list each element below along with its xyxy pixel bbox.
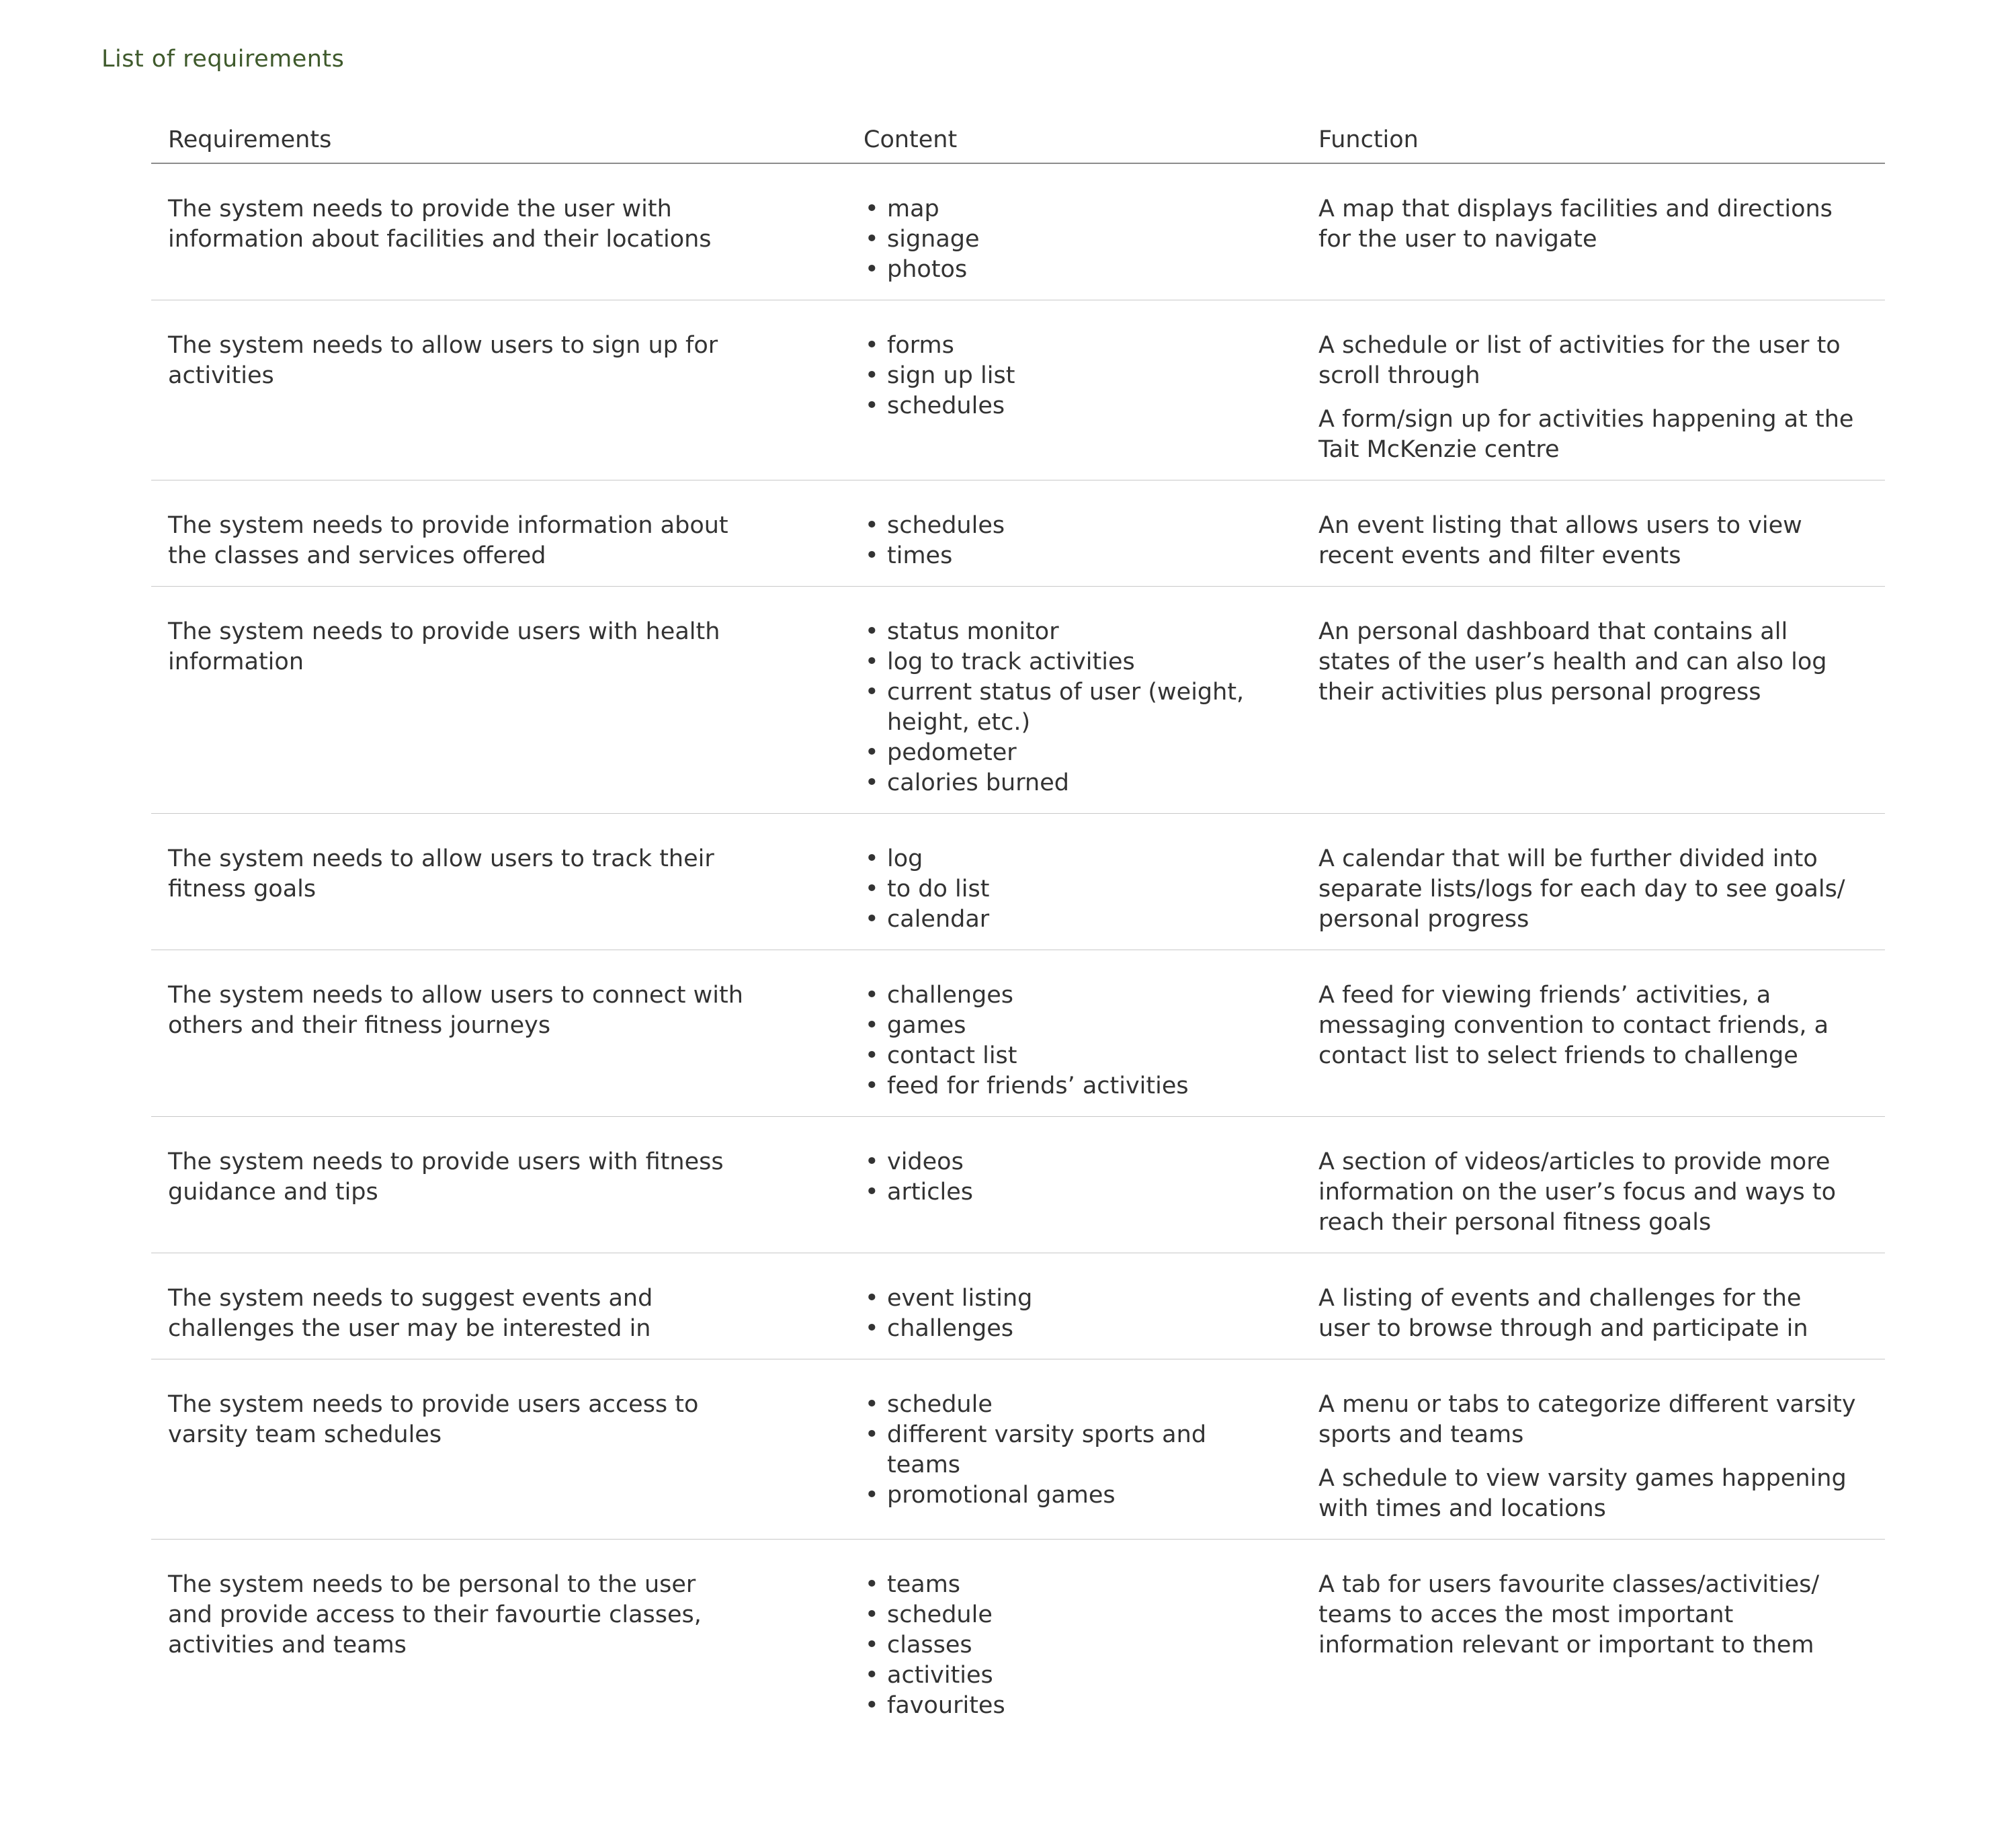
list-item: • times [864,541,1286,571]
list-item: • videos [864,1147,1286,1177]
content-list [864,1284,1286,1344]
list-item: • calendar [864,905,1286,935]
content-cell [847,1253,1302,1359]
requirement-cell: The system needs to provide information about the classes and services offered [151,480,847,587]
column-header-content: Content [847,121,1302,163]
list-item: • articles [864,1177,1286,1208]
table-row [151,950,1885,1117]
list-item: • favourites [864,1691,1286,1721]
list-item: • status monitor [864,617,1286,647]
content-list [864,617,1286,798]
content-cell [847,1359,1302,1540]
table-row [151,480,1885,587]
function-text: A listing of events and challenges for the user to browse through and participate in [1318,1285,1808,1342]
requirement-cell: The system needs to suggest events and challenges the user may be interested in [151,1253,847,1359]
list-item: • current status of user (weight, height, etc.) [864,677,1286,738]
content-list [864,1147,1286,1208]
list-item: • log [864,844,1286,874]
table-row [151,163,1885,300]
requirement-cell: The system needs to allow users to connect with others and their fitness journeys [151,950,847,1117]
function-cell [1302,1253,1885,1359]
table-row [151,1117,1885,1253]
function-cell [1302,587,1885,814]
list-item: • classes [864,1630,1286,1661]
list-item: • contact list [864,1041,1286,1071]
list-item: • event listing [864,1284,1286,1314]
list-item: • map [864,194,1286,224]
list-item: • pedometer [864,738,1286,768]
function-cell [1302,1540,1885,1736]
content-list [864,980,1286,1101]
content-cell [847,163,1302,300]
requirements-table [151,121,1885,1736]
function-text: A tab for users favourite classes/activities/ teams to acces the most important information relevant or important to them [1318,1571,1820,1658]
list-item: • games [864,1011,1286,1041]
function-cell [1302,300,1885,480]
list-item: • schedule [864,1600,1286,1630]
content-cell [847,300,1302,480]
list-item: • schedule [864,1390,1286,1420]
function-text: An event listing that allows users to view recent events and filter events [1318,512,1802,569]
list-item: • photos [864,255,1286,285]
function-text: A section of videos/articles to provide more information on the user’s focus and ways to reach their personal fitness goals [1318,1148,1837,1236]
list-item: • promotional games [864,1480,1286,1511]
function-text: A calendar that will be further divided into separate lists/logs for each day to see goals/ personal progress [1318,845,1845,933]
content-list [864,331,1286,421]
requirement-cell: The system needs to provide users access to varsity team schedules [151,1359,847,1540]
table-row [151,814,1885,950]
function-text: A schedule to view varsity games happening with times and locations [1318,1465,1847,1522]
list-item: • teams [864,1570,1286,1600]
table-row [151,1540,1885,1736]
content-cell [847,950,1302,1117]
content-list [864,194,1286,285]
list-item: • activities [864,1661,1286,1691]
list-item: • feed for friends’ activities [864,1071,1286,1101]
table-body [151,163,1885,1736]
function-cell [1302,480,1885,587]
column-header-requirements: Requirements [151,121,847,163]
column-header-function: Function [1302,121,1885,163]
content-list [864,1570,1286,1721]
function-text: An personal dashboard that contains all states of the user’s health and can also log their activities plus personal progress [1318,618,1827,706]
content-cell [847,480,1302,587]
table-row [151,1253,1885,1359]
list-item: • sign up list [864,361,1286,391]
function-cell [1302,1117,1885,1253]
requirement-cell: The system needs to provide the user with information about facilities and their locations [151,163,847,300]
requirement-cell: The system needs to be personal to the user and provide access to their favourtie classes, activities and teams [168,1571,702,1658]
content-cell [847,1117,1302,1253]
list-item: • challenges [864,1314,1286,1344]
content-list [864,511,1286,571]
content-list [864,1390,1286,1511]
table-header-row [151,121,1885,163]
requirement-cell: The system needs to provide users with health information [151,587,847,814]
list-item: • calories burned [864,768,1286,798]
list-item: • schedules [864,511,1286,541]
function-text: A form/sign up for activities happening at the Tait McKenzie centre [1318,406,1854,463]
function-text: A feed for viewing friends’ activities, a messaging convention to contact friends, a contact list to select friends to challenge [1318,982,1829,1069]
list-item: • different varsity sports and teams [864,1420,1286,1480]
content-cell [847,814,1302,950]
table-row [151,300,1885,480]
requirement-cell: The system needs to allow users to sign up for activities [151,300,847,480]
list-item: • log to track activities [864,647,1286,677]
content-cell [847,1540,1302,1736]
function-cell [1302,814,1885,950]
requirement-cell: The system needs to provide users with fitness guidance and tips [151,1117,847,1253]
list-item: • signage [864,224,1286,255]
list-item: • challenges [864,980,1286,1011]
function-text: A schedule or list of activities for the user to scroll through [1318,332,1841,389]
list-item: • forms [864,331,1286,361]
list-item: • to do list [864,874,1286,905]
list-item: • schedules [864,391,1286,421]
function-text: A map that displays facilities and directions for the user to navigate [1318,196,1833,253]
function-text: A menu or tabs to categorize different varsity sports and teams [1318,1391,1856,1448]
function-cell [1302,1359,1885,1540]
page-title: List of requirements [101,46,345,73]
content-list [864,844,1286,935]
table-row [151,587,1885,814]
table-row [151,1359,1885,1540]
requirement-cell: The system needs to allow users to track their fitness goals [151,814,847,950]
function-cell [1302,950,1885,1117]
function-cell [1302,163,1885,300]
content-cell [847,587,1302,814]
